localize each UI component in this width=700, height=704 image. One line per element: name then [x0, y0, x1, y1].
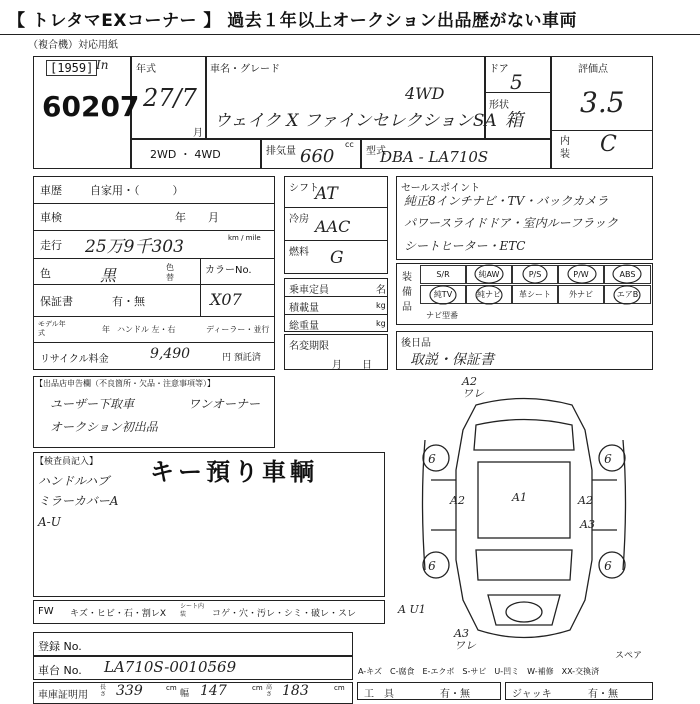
- len-value: 339: [116, 683, 143, 699]
- lot-number: 60207: [42, 90, 140, 123]
- gross-unit: kg: [376, 319, 386, 328]
- mileage-value: 25万9千303: [85, 237, 184, 257]
- certificate-label: 車庫証明用: [38, 690, 88, 701]
- w-label: 幅: [180, 689, 190, 699]
- capacity-unit: 名: [376, 285, 386, 296]
- inspection-item-1: ハンドルハブ: [38, 474, 110, 488]
- h-unit: cm: [334, 684, 345, 692]
- recycle-unit: 円 預託済: [222, 353, 261, 363]
- displacement-label: 排気量: [266, 146, 296, 157]
- mileage-unit: km / mile: [228, 234, 261, 242]
- notes-label: 後日品: [401, 338, 431, 349]
- seller-report-1: ユーザー下取車: [50, 397, 135, 411]
- mileage-label: 走行: [40, 239, 62, 252]
- seat-items: コゲ・穴・汚レ・シミ・破レ・スレ: [212, 609, 357, 619]
- gross-label: 総重量: [289, 321, 319, 332]
- w-unit: cm: [252, 684, 263, 692]
- year-value: 27/7: [143, 84, 197, 112]
- interior-value: C: [600, 132, 617, 157]
- door-label: ドア: [489, 64, 509, 75]
- displacement-unit: cc: [345, 140, 354, 149]
- chassis-label: 車台 No.: [38, 664, 82, 677]
- name-value: ウェイク X ファインセレクションSA: [214, 111, 497, 131]
- navi-model-label: ナビ型番: [426, 311, 458, 320]
- year-unit: 月: [193, 128, 203, 139]
- model-value: DBA - LA710S: [380, 148, 489, 166]
- jack-label: ジャッキ: [512, 689, 552, 700]
- equip-ps: P/S: [512, 265, 558, 284]
- fw-label: FW: [38, 606, 54, 617]
- load-unit: kg: [376, 301, 386, 310]
- mark-au1: A U1: [398, 603, 426, 616]
- year-label: 年式: [136, 64, 156, 75]
- reki-label: 車歴: [40, 184, 62, 197]
- inspection-item-3: A-U: [38, 515, 61, 529]
- lot-tag: [1959]: [46, 60, 97, 76]
- fw-items: キズ・ヒビ・石・割レX: [70, 609, 166, 619]
- dealer-label: ディーラー・並行: [206, 325, 270, 334]
- svg-text:6: 6: [428, 559, 436, 573]
- meigi-label: 名変期限: [289, 341, 329, 352]
- load-label: 積載量: [289, 303, 319, 314]
- equip-sr: S/R: [420, 265, 466, 284]
- equip-tv: 純TV: [420, 285, 466, 304]
- model-label: 型式: [366, 146, 386, 157]
- inspection-label: 【検査員記入】: [35, 457, 99, 467]
- mark-a1: A1: [512, 491, 527, 504]
- aircon-value: AAC: [315, 217, 351, 236]
- seller-report-3: オークション初出品: [50, 420, 158, 434]
- recycle-label: リサイクル料金: [40, 354, 109, 365]
- warranty-value: 有・無: [112, 295, 145, 308]
- displacement-value: 660: [300, 146, 335, 167]
- sales-point-3: シートヒーター・ETC: [404, 239, 526, 253]
- fuel-label: 燃料: [289, 247, 309, 258]
- registration-label: 登録 No.: [38, 640, 82, 653]
- tools-label: 工 具: [364, 689, 394, 700]
- equip-ext-navi: 外ナビ: [558, 285, 604, 304]
- notes-value: 取説・保証書: [410, 352, 494, 368]
- mark-a2-right: A2: [578, 494, 593, 507]
- seat-label: シート内装: [180, 603, 205, 618]
- recycle-value: 9,490: [150, 346, 191, 362]
- sales-point-1: 純正8インチナビ・TV・バックカメラ: [404, 194, 609, 208]
- w-value: 147: [200, 683, 227, 699]
- score-value: 3.5: [580, 86, 625, 119]
- color-change: 色替: [166, 263, 174, 282]
- banner-title: 【 トレタマEXコーナー 】 過去１年以上オークション出品歴がない車両: [8, 11, 577, 31]
- meigi-value: 月 日: [332, 360, 372, 371]
- equip-navi: 純ナビ: [466, 285, 512, 304]
- handle-label: ハンドル 左・右: [117, 325, 176, 334]
- drive-options: 2WD ・ 4WD: [150, 148, 221, 161]
- drive-note: 4WD: [405, 84, 445, 103]
- spare-label: スペア: [615, 651, 643, 661]
- seller-report-2: ワンオーナー: [188, 397, 261, 411]
- svg-text:6: 6: [428, 452, 436, 466]
- model-year-label: モデル年式: [38, 320, 66, 337]
- banner: [0, 0, 700, 34]
- tools-value: 有・無: [440, 689, 470, 700]
- svg-text:6: 6: [604, 452, 612, 466]
- fuel-value: G: [330, 248, 344, 268]
- len-unit: cm: [166, 684, 177, 692]
- mark-a3-rear: A3 ワレ: [454, 627, 476, 652]
- model-year-unit: 年: [102, 325, 110, 334]
- shift-label: シフト: [289, 183, 319, 194]
- shift-value: AT: [315, 184, 338, 204]
- sales-point-2: パワースライドドア・室内ルーフラック: [404, 216, 618, 230]
- score-label: 評価点: [578, 64, 608, 75]
- aircon-label: 冷房: [289, 214, 309, 225]
- door-value: 5: [510, 70, 523, 94]
- color-label: 色: [40, 267, 51, 280]
- mark-a2-front: A2 ワレ: [462, 375, 484, 400]
- seller-report-label: 【出品店申告欄（不良箇所・欠品・注意事項等）】: [35, 379, 215, 388]
- shape-value: 箱: [505, 110, 523, 131]
- damage-legend: A-キズ C-腐食 E-エクボ S-サビ U-凹ミ W-補修 XX-交換済: [358, 667, 600, 676]
- reki-value: 自家用・（ ）: [90, 184, 184, 197]
- capacity-label: 乗車定員: [289, 285, 329, 296]
- svg-text:6: 6: [604, 559, 612, 573]
- equip-airbag: エアB: [604, 285, 651, 304]
- chassis-value: LA710S-0010569: [104, 658, 237, 676]
- h-label: 高さ: [266, 684, 273, 698]
- len-label: 長さ: [100, 684, 107, 698]
- equip-pw: P/W: [558, 265, 604, 284]
- color-value: 黒: [100, 266, 117, 285]
- equip-abs: ABS: [604, 265, 651, 284]
- lot-tag-suffix: In: [96, 58, 109, 72]
- jack-value: 有・無: [588, 689, 618, 700]
- equipment-label: 装備品: [402, 272, 412, 313]
- equip-aw: 純AW: [466, 265, 512, 284]
- colorno-label: カラーNo.: [205, 265, 252, 276]
- name-label: 車名・グレード: [210, 64, 280, 75]
- h-value: 183: [282, 683, 309, 699]
- mark-a3-right: A3: [580, 518, 595, 531]
- sales-points-label: セールスポイント: [401, 183, 481, 194]
- equip-leather: 革シート: [512, 285, 558, 304]
- inspection-item-2: ミラーカバーA: [38, 494, 119, 508]
- colorno-value: X07: [210, 290, 242, 309]
- shape-label: 形状: [489, 100, 509, 111]
- shaken-value: 年 月: [175, 211, 219, 224]
- interior-label: 内装: [560, 136, 570, 160]
- key-stamp: キー預り車輌: [150, 458, 318, 486]
- mark-a2-left: A2: [450, 494, 465, 507]
- sub-line: （複合機）対応用紙: [28, 40, 118, 51]
- shaken-label: 車検: [40, 211, 62, 224]
- warranty-label: 保証書: [40, 295, 73, 308]
